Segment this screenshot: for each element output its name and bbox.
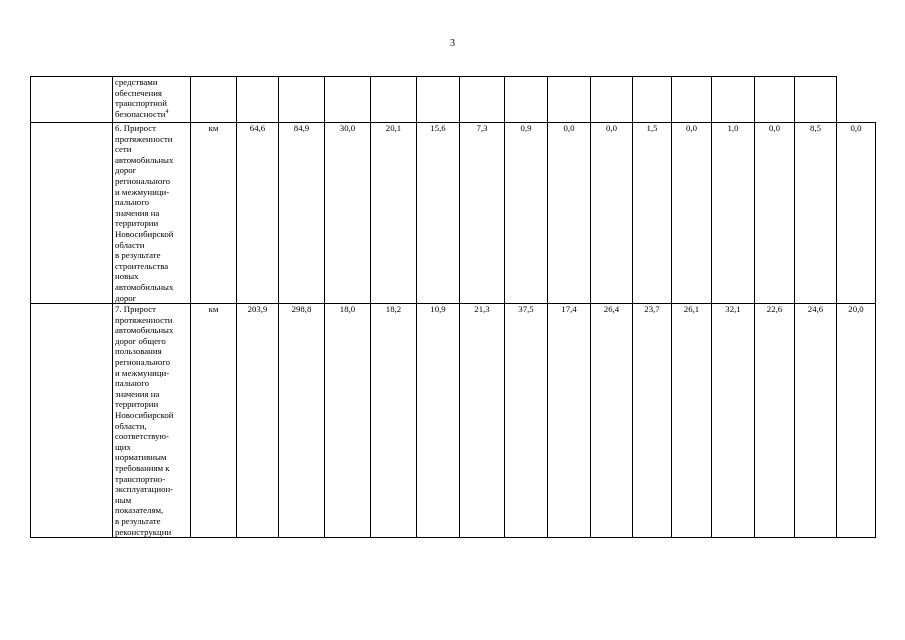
row-section-cell: [31, 77, 113, 123]
value-cell: 0,9: [505, 123, 548, 304]
value-cell: 26,1: [672, 304, 712, 538]
indicator-name: 7. Прирост протяженности автомобильных дорог общего пользования регионального и межмуници- пального значения на территории Новосибирской области, соответствую- щих нормативным требованиям к транспортно- эксплуатацион- ным показателям, в результате реконструкции: [115, 304, 174, 537]
indicator-name-cell: [113, 304, 191, 538]
row-section-cell: [31, 304, 113, 538]
value-cell: 15,6: [417, 123, 460, 304]
value-cell: [633, 77, 672, 123]
unit-cell: км: [191, 304, 237, 538]
value-cell: 84,9: [279, 123, 325, 304]
value-cell: [279, 77, 325, 123]
footnote-mark: 4: [165, 108, 169, 115]
value-cell: [591, 77, 633, 123]
value-cell: 18,2: [371, 304, 417, 538]
indicator-name-cell: [113, 123, 191, 304]
value-cell: 24,6: [795, 304, 837, 538]
value-cell: [795, 77, 837, 123]
value-cell: [548, 77, 591, 123]
row-section-cell: [31, 123, 113, 304]
value-cell: 203,9: [237, 304, 279, 538]
value-cell: 20,1: [371, 123, 417, 304]
value-cell: 1,5: [633, 123, 672, 304]
indicators-table: [30, 76, 876, 538]
page-number: 3: [450, 38, 455, 49]
value-cell: 8,5: [795, 123, 837, 304]
unit-cell: [191, 77, 237, 123]
value-cell: [712, 77, 755, 123]
value-cell: 1,0: [712, 123, 755, 304]
value-cell: [325, 77, 371, 123]
value-cell: 298,8: [279, 304, 325, 538]
value-cell: 0,0: [548, 123, 591, 304]
value-cell: [417, 77, 460, 123]
indicator-name-cell: [113, 77, 191, 123]
value-cell: 37,5: [505, 304, 548, 538]
table-row: [31, 123, 876, 304]
value-cell: 30,0: [325, 123, 371, 304]
value-cell: 0,0: [591, 123, 633, 304]
value-cell: 22,6: [755, 304, 795, 538]
value-cell: 10,9: [417, 304, 460, 538]
indicator-name: 6. Прирост протяженности сети автомобильных дорог регионального и межмуници- пального значения на территории Новосибирской области в результате строительства новых автомобильных дорог: [115, 123, 174, 303]
value-cell: 0,0: [672, 123, 712, 304]
table-row: [31, 304, 876, 538]
value-cell: 21,3: [460, 304, 505, 538]
value-cell: 17,4: [548, 304, 591, 538]
value-cell: [371, 77, 417, 123]
indicator-name: средствами обеспечения транспортной безопасности: [115, 77, 167, 119]
value-cell: [460, 77, 505, 123]
value-cell: 23,7: [633, 304, 672, 538]
value-cell: 20,0: [837, 304, 876, 538]
value-cell: [505, 77, 548, 123]
value-cell: 7,3: [460, 123, 505, 304]
value-cell: 26,4: [591, 304, 633, 538]
value-cell: 0,0: [755, 123, 795, 304]
unit-cell: км: [191, 123, 237, 304]
value-cell: [755, 77, 795, 123]
table-row-continuation: [31, 77, 876, 123]
value-cell: 18,0: [325, 304, 371, 538]
value-cell: 0,0: [837, 123, 876, 304]
value-cell: 32,1: [712, 304, 755, 538]
value-cell: [672, 77, 712, 123]
value-cell: [237, 77, 279, 123]
value-cell: 64,6: [237, 123, 279, 304]
